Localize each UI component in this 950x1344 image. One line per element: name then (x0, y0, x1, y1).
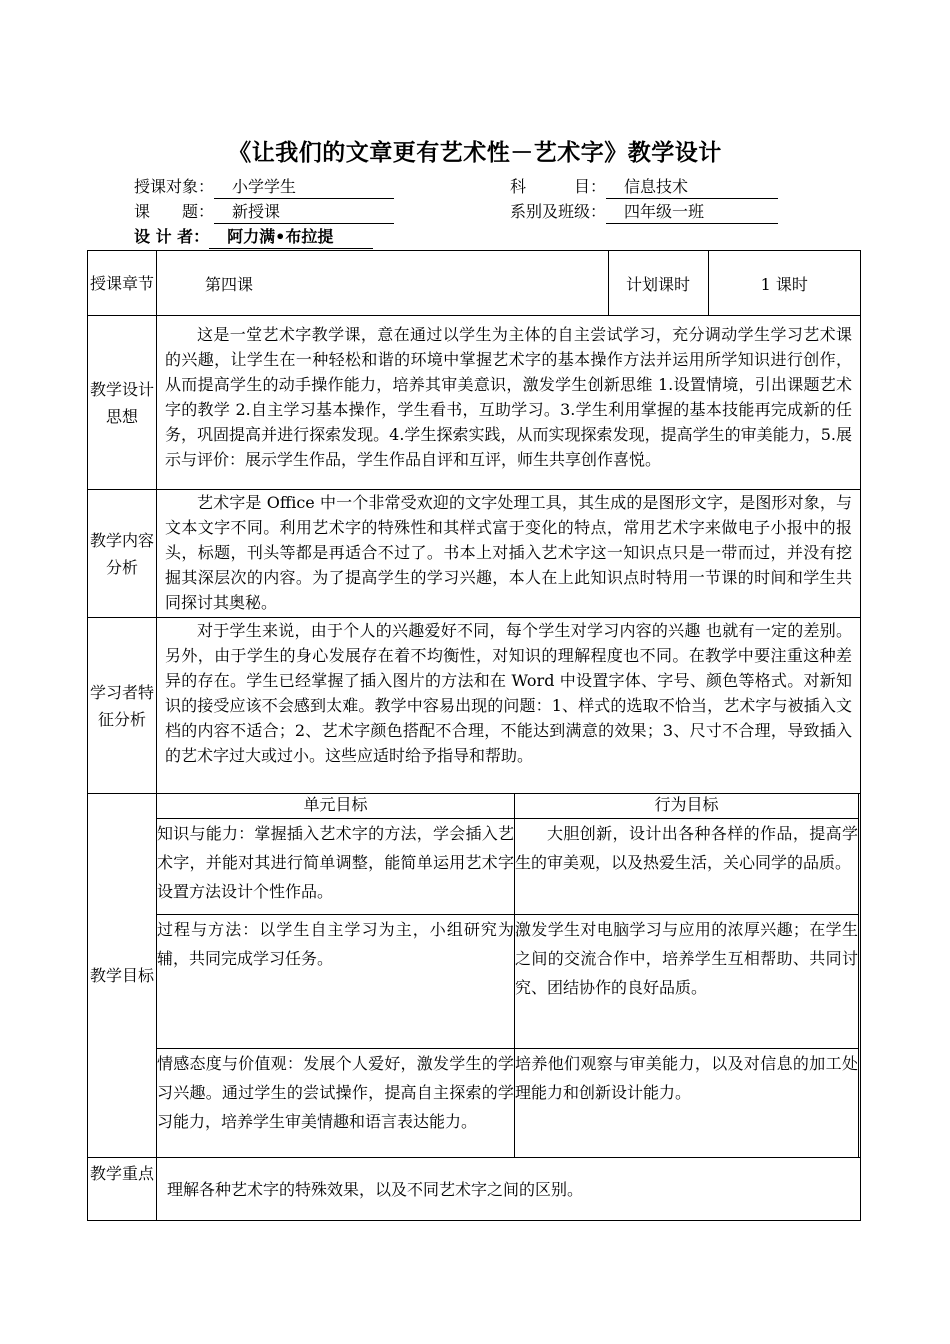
behavior-goal-emotion: 培养他们观察与审美能力，以及对信息的加工处理能力和创新设计能力。 (515, 1049, 859, 1158)
row-chapter (88, 251, 861, 316)
goal-row (157, 819, 859, 915)
learner-analysis-label: 学习者特征分析 (88, 618, 157, 794)
goals-table (156, 793, 859, 1158)
topic-value: 新授课 (214, 201, 394, 224)
row-key-point (88, 1158, 861, 1221)
behavior-goal-header: 行为目标 (515, 794, 859, 819)
goal-row (157, 915, 859, 1049)
row-teaching-goals (88, 794, 861, 1158)
row-learner-analysis (88, 618, 861, 794)
chapter-label: 授课章节 (88, 251, 157, 316)
planned-hours-label: 计划课时 (608, 251, 708, 315)
behavior-goal-process: 激发学生对电脑学习与应用的浓厚兴趣；在学生之间的交流合作中，培养学生互相帮助、共同讨究、团结协作的良好品质。 (515, 915, 859, 1049)
key-point-text: 理解各种艺术字的特殊效果，以及不同艺术字之间的区别。 (167, 1179, 584, 1199)
goal-row (157, 1049, 859, 1158)
teaching-goals-label: 教学目标 (88, 794, 157, 1158)
content-analysis-label: 教学内容分析 (88, 490, 157, 618)
row-design-idea (88, 316, 861, 490)
meta-topic: 课 题： 新授课 (134, 201, 394, 224)
behavior-goal-knowledge: 大胆创新，设计出各种各样的作品，提高学生的审美观，以及热爱生活，关心同学的品质。 (515, 819, 859, 915)
row-content-analysis (88, 490, 861, 618)
meta-designer: 设 计 者： 阿力满•布拉提 (134, 226, 373, 249)
content-analysis-text: 艺术字是 Office 中一个非常受欢迎的文字处理工具，其生成的是图形文字，是图形对象，与文本文字不同。利用艺术字的特殊性和其样式富于变化的特点，常用艺术字来做电子小报中的报头，标题，刊头等都是再适合不过了。书本上对插入艺术字这一知识点只是一带而过，并没有挖掘其深层次的内容。为了提高学生的学习兴趣，本人在上此知识点时特用一节课的时间和学生共同探讨其奥秘。 (165, 493, 852, 612)
designer-value: 阿力满•布拉提 (209, 226, 373, 249)
document-title: 《让我们的文章更有艺术性－艺术字》教学设计 (228, 139, 722, 166)
unit-goal-knowledge: 知识与能力：掌握插入艺术字的方法，学会插入艺术字，并能对其进行简单调整，能简单运用艺术字设置方法设计个性作品。 (157, 819, 515, 915)
class-value: 四年级一班 (606, 201, 778, 224)
key-point-label: 教学重点 (88, 1158, 157, 1221)
target-value: 小学学生 (214, 176, 394, 199)
design-idea-label: 教学设计思想 (88, 316, 157, 490)
design-idea-text: 这是一堂艺术字教学课，意在通过以学生为主体的自主尝试学习，充分调动学生学习艺术课的兴趣，让学生在一种轻松和谐的环境中掌握艺术字的基本操作方法并运用所学知识进行创作，从而提高学生的动手操作能力，培养其审美意识，激发学生创新思维 1.设置情境，引出课题艺术字的教学 2.自主学习基本操作，学生看书，互助学习。3.学生利用掌握的基本技能再完成新的任务，巩固提高并进行探索发现。4.学生探索实践，从而实现探索发现，提高学生的审美能力，5.展示与评价：展示学生作品，学生作品自评和互评，师生共享创作喜悦。 (165, 325, 852, 469)
unit-goal-process: 过程与方法：以学生自主学习为主，小组研究为辅，共同完成学习任务。 (157, 915, 515, 1049)
meta-subject: 科 目： 信息技术 (510, 176, 778, 199)
chapter-value: 第四课 (205, 274, 254, 294)
meta-target: 授课对象： 小学学生 (134, 176, 394, 199)
planned-hours-value: 1 课时 (760, 274, 808, 294)
meta-class: 系别及班级： 四年级一班 (510, 201, 778, 224)
lesson-plan-table (87, 250, 861, 1221)
subject-value: 信息技术 (606, 176, 778, 199)
unit-goal-emotion: 情感态度与价值观：发展个人爱好，激发学生的学习兴趣。通过学生的尝试操作，提高自主探索的学习能力，培养学生审美情趣和语言表达能力。 (157, 1049, 515, 1158)
unit-goal-header: 单元目标 (157, 794, 515, 819)
learner-analysis-text: 对于学生来说，由于个人的兴趣爱好不同，每个学生对学习内容的兴趣 也就有一定的差别。另外，由于学生的身心发展存在着不均衡性，对知识的理解程度也不同。在教学中要注重这种差异的存在。学生已经掌握了插入图片的方法和在 Word 中设置字体、字号、颜色等格式。对新知识的接受应该不会感到太难。教学中容易出现的问题：1、样式的选取不恰当，艺术字与被插入文档的内容不适合；2、艺术字颜色搭配不合理，不能达到满意的效果；3、尺寸不合理，导致插入的艺术字过大或过小。这些应适时给予指导和帮助。 (165, 621, 852, 765)
